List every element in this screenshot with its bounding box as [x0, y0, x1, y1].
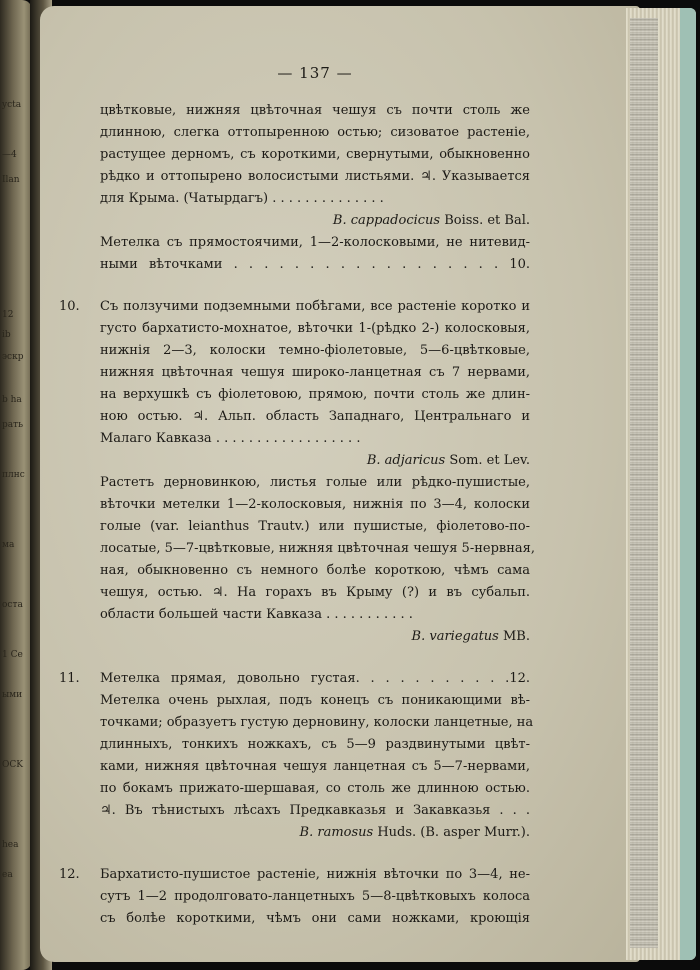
left-page-fragment: hea: [2, 840, 19, 850]
species-name: B. adjaricus: [366, 453, 446, 468]
text-line: сутъ 1—2 продолговато-ланцетныхъ 5—8-цвѣтковыхъ колоса: [100, 889, 530, 904]
left-page-fragment: OCK: [2, 760, 23, 770]
text-line: точками; образуетъ густую дерновину, колоски ланцетные, на: [100, 715, 534, 730]
species-name: B. cappadocicus: [332, 213, 441, 228]
left-page-fragment: ycta: [2, 100, 22, 110]
text-line: ная, обыкновенно съ немного болѣе короткою, чѣмъ сама: [100, 563, 530, 578]
text-line: нижнія 2—3, колоски темно-фіолетовые, 5—6-цвѣтковые,: [100, 343, 530, 358]
left-page-fragment: 1 Ce: [2, 650, 23, 660]
left-page-fragment: эскр: [2, 352, 24, 362]
text-line: чешуя, остью. ♃. На горахъ въ Крыму (?) и въ субальп.: [100, 585, 530, 600]
text-line: голые (var. leianthus Trautv.) или пушистые, фіолетово-по-: [100, 519, 530, 534]
key-number: 11.: [59, 671, 80, 686]
left-page-fragment: ыми: [2, 690, 23, 700]
page-number: — 137 —: [277, 64, 353, 82]
key-number: 12.: [59, 867, 80, 882]
species-name: B. variegatus: [411, 629, 499, 644]
text-line: ными вѣточками . . . . . . . . . . . . . . . . . . 10.: [100, 257, 530, 272]
left-page-edge: [0, 0, 32, 970]
left-page-fragment: 12: [2, 310, 14, 320]
text-line: Метелка съ прямостоячими, 1—2-колосковыми, не нитевид-: [100, 235, 530, 250]
text-line: B. variegatus MB.: [411, 629, 530, 644]
text-line: Малаго Кавказа . . . . . . . . . . . . . . . . . .: [100, 431, 361, 446]
left-page-fragment: рать: [2, 420, 24, 430]
left-page-fragment: —4: [2, 150, 17, 160]
text-line: для Крыма. (Чатырдагъ) . . . . . . . . . . . . . .: [100, 191, 384, 206]
text-line: растущее дерномъ, съ короткими, свернутыми, обыкновенно: [100, 147, 530, 162]
text-line: на верхушкѣ съ фіолетовою, прямою, почти столь же длин-: [100, 387, 530, 402]
left-page-fragment: ib: [2, 330, 11, 340]
text-line: съ болѣе короткими, чѣмъ они сами ножками, кроющія: [100, 911, 530, 926]
key-number: 10.: [59, 299, 80, 314]
text-line: лосатые, 5—7-цвѣтковые, нижняя цвѣточная чешуя 5-нервная,: [100, 541, 535, 556]
text-line: длинною, слегка оттопыренною остью; сизоватое растеніе,: [100, 125, 530, 140]
text-line: B. adjaricus Som. et Lev.: [366, 453, 530, 468]
text-line: Бархатисто-пушистое растеніе, нижнія вѣточки по 3—4, не-: [100, 867, 530, 882]
left-page-fragment: b ha: [2, 395, 22, 405]
left-page-fragment: плнс: [2, 470, 25, 480]
text-line: Растетъ дерновинкою, листья голые или рѣдко-пушистые,: [100, 475, 530, 490]
page-edge-speckle: [630, 18, 658, 948]
text-line: Съ ползучими подземными побѣгами, все растеніе коротко и: [100, 299, 530, 314]
text-line: длинныхъ, тонкихъ ножкахъ, съ 5—9 раздвинутыми цвѣт-: [100, 737, 530, 752]
text-line: ною остью. ♃. Альп. область Западнаго, Центральнаго и: [100, 409, 530, 424]
text-line: области большей части Кавказа . . . . . . . . . . .: [100, 607, 413, 622]
left-page-fragment: ea: [2, 870, 13, 880]
text-line: ками, нижняя цвѣточная чешуя ланцетная съ 5—7-нервами,: [100, 759, 530, 774]
text-line: Метелка очень рыхлая, подъ конецъ съ поникающими вѣ-: [100, 693, 530, 708]
book-cover-edge: [680, 8, 696, 960]
left-page-fragment: Ilan: [2, 175, 20, 185]
left-page-fragment: ма: [2, 540, 15, 550]
text-line: нижняя цвѣточная чешуя широко-ланцетная съ 7 нервами,: [100, 365, 530, 380]
text-line: B. ramosus Huds. (B. asper Murr.).: [299, 825, 530, 840]
species-name: B. ramosus: [299, 825, 374, 840]
text-line: Метелка прямая, довольно густая. . . . . . . . . . .12.: [100, 671, 530, 686]
page-edges: [626, 8, 696, 960]
text-line: по бокамъ прижато-шершавая, со столь же длинною остью.: [100, 781, 530, 796]
text-line: вѣточки метелки 1—2-колосковыя, нижнія по 3—4, колоски: [100, 497, 530, 512]
text-line: цвѣтковые, нижняя цвѣточная чешуя съ почти столь же: [100, 103, 530, 118]
text-line: B. cappadocicus Boiss. et Bal.: [332, 213, 530, 228]
text-line: ♃. Въ тѣнистыхъ лѣсахъ Предкавказья и Закавказья . . .: [100, 803, 530, 818]
left-page-fragment: оста: [2, 600, 23, 610]
text-line: рѣдко и оттопырено волосистыми листьями. ♃. Указывается: [100, 169, 530, 184]
text-line: густо бархатисто-мохнатое, вѣточки 1-(рѣдко 2-) колосковыя,: [100, 321, 530, 336]
